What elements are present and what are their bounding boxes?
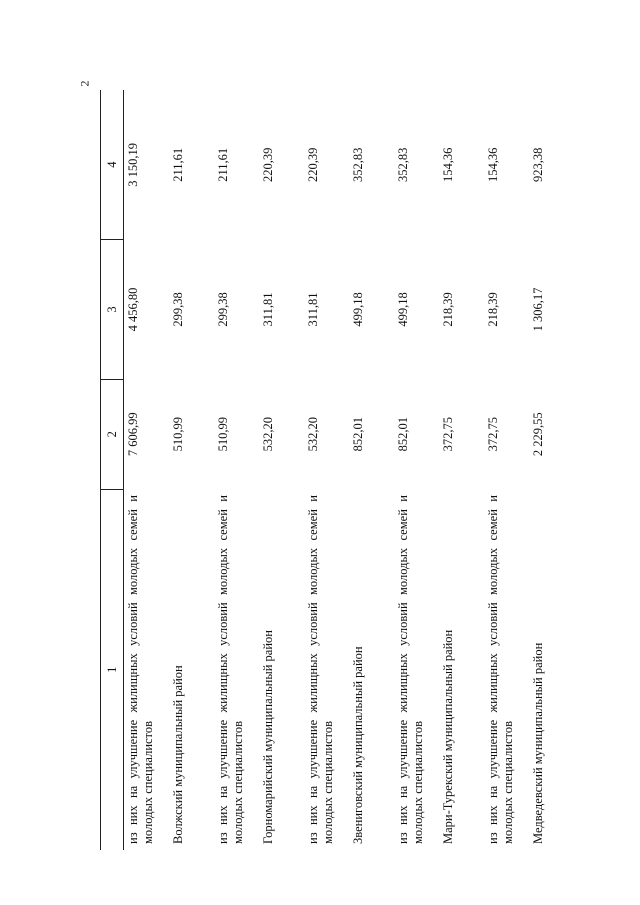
row-col2: 852,01 — [351, 417, 366, 452]
row-col4: 154,36 — [441, 147, 456, 183]
row-col3: 4 456,80 — [126, 287, 141, 332]
table-row — [304, 90, 349, 850]
row-col2: 372,75 — [441, 417, 456, 452]
row-col4: 220,39 — [306, 147, 321, 183]
row-col2: 852,01 — [396, 417, 411, 452]
row-col4: 352,83 — [396, 147, 411, 183]
row-col2: 510,99 — [216, 417, 231, 452]
row-col4: 211,61 — [216, 147, 231, 182]
table-row — [484, 90, 529, 850]
row-name: Звениговский муниципальный район — [351, 646, 366, 844]
row-col2: 510,99 — [171, 417, 186, 452]
row-col4: 3 150,19 — [126, 142, 141, 187]
row-name: Мари-Турекский муниципальный район — [441, 629, 456, 844]
row-col3: 299,38 — [216, 292, 231, 327]
row-col2: 372,75 — [486, 417, 501, 452]
row-col3: 218,39 — [441, 292, 456, 327]
table-row — [169, 90, 214, 850]
row-name: Медведевский муниципальный район — [531, 642, 546, 844]
row-col3: 1 306,17 — [531, 287, 546, 332]
row-col4: 923,38 — [531, 147, 546, 183]
row-col3: 299,38 — [171, 292, 186, 327]
row-col3: 311,81 — [261, 292, 276, 327]
row-col4: 352,83 — [351, 147, 366, 183]
table-row — [394, 90, 439, 850]
rotated-table-sheet — [100, 90, 570, 850]
row-name: Горномарийский муниципальный район — [261, 630, 276, 844]
row-col2: 532,20 — [261, 417, 276, 452]
table-row — [259, 90, 304, 850]
table-row — [439, 90, 484, 850]
row-name: Волжский муниципальный район — [171, 665, 186, 844]
row-col4: 154,36 — [486, 147, 501, 183]
row-name: из них на улучшение жилищных условий молодых семей и молодых специалистов — [306, 495, 335, 844]
table-row — [214, 90, 259, 850]
table-row — [124, 90, 170, 850]
column-header-4: 4 — [101, 90, 124, 240]
row-col2: 2 229,55 — [531, 412, 546, 457]
row-name: из них на улучшение жилищных условий молодых семей и молодых специалистов — [216, 495, 245, 844]
row-col3: 499,18 — [396, 292, 411, 327]
row-col3: 499,18 — [351, 292, 366, 327]
row-name: из них на улучшение жилищных условий молодых семей и молодых специалистов — [126, 495, 155, 844]
page-number: 2 — [77, 80, 92, 87]
budget-table — [100, 90, 574, 850]
table-row — [529, 90, 574, 850]
table-row — [349, 90, 394, 850]
table-header-row — [101, 90, 124, 850]
column-header-2: 2 — [101, 379, 124, 489]
row-col2: 532,20 — [306, 417, 321, 452]
row-col2: 7 606,99 — [126, 412, 141, 457]
row-col4: 211,61 — [171, 147, 186, 182]
row-name: из них на улучшение жилищных условий молодых семей и молодых специалистов — [396, 495, 425, 844]
column-header-3: 3 — [101, 240, 124, 380]
row-col3: 311,81 — [306, 292, 321, 327]
column-header-1: 1 — [101, 489, 124, 850]
row-col4: 220,39 — [261, 147, 276, 183]
row-name: из них на улучшение жилищных условий молодых семей и молодых специалистов — [486, 495, 515, 844]
row-col3: 218,39 — [486, 292, 501, 327]
